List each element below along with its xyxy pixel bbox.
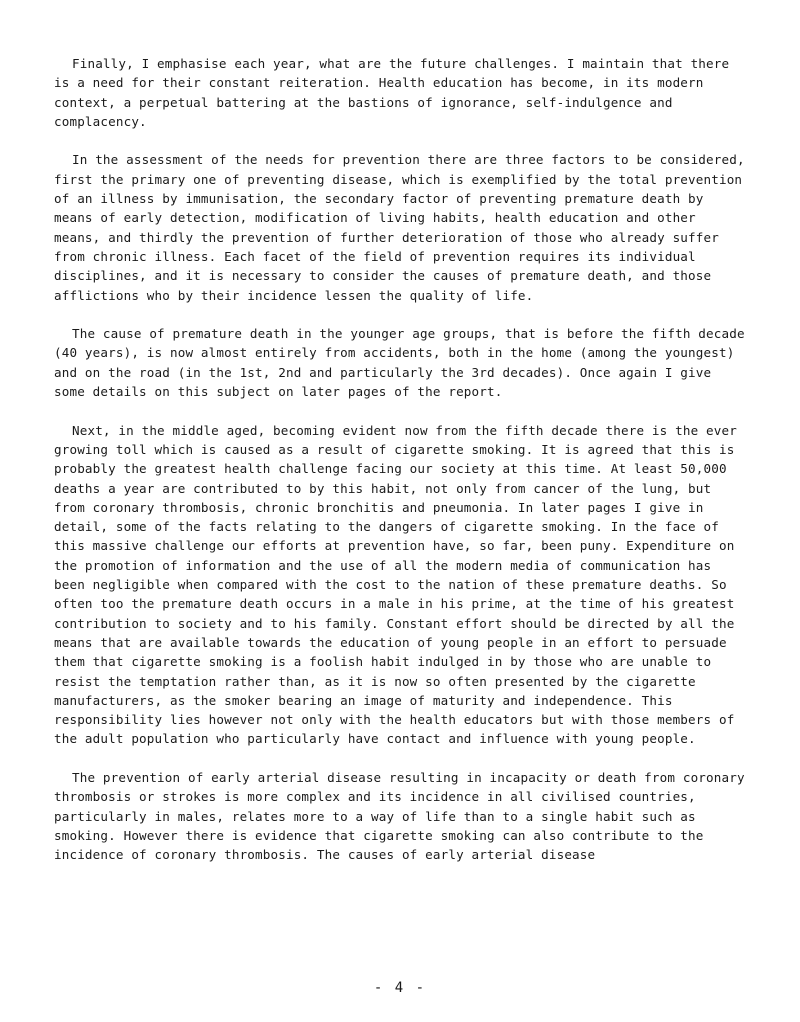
paragraph-cigarette-smoking: Next, in the middle aged, becoming evident now from the fifth decade there is the ever growing toll which is caused as a result of cigarette smoking. It is agreed that this is probably the greatest health challenge facing our society at this time. At least 50,000 deaths a year are contributed to by this habit, not only from cancer of the lung, but from coronary thrombosis, chronic bronchitis and pneumonia. In later pages I give in detail, some of the facts relating to the dangers of cigarette smoking. In the face of this massive challenge our efforts at prevention have, so far, been puny. Expenditure on the promotion of information and the use of all the modern media of communication has been negligible when compared with the cost to the nation of these premature deaths. So often too the premature death occurs in a male in his prime, at the time of his greatest contribution to society and to his family. Constant effort should be directed by all the means that are available towards the education of young people in an effort to persuade them that cigarette smoking is a foolish habit indulged in by those who are unable to resist the temptation rather than, as it is now so often presented by the cigarette manufacturers, as the smoker bearing an image of maturity and independence. This responsibility lies however not only with the health educators but with those members of the adult population who particularly have contact and influence with young people. [54, 422, 737, 747]
paragraph-prevention-factors: In the assessment of the needs for prevention there are three factors to be considered, first the primary one of preventing disease, which is exemplified by the total prevention of an illness by immunisation, the secondary factor of preventing premature death by means of early detection, modification of living habits, health education and other means, and thirdly the prevention of further deterioration of those who already suffer from chronic illness. Each facet of the field of prevention requires its individual disciplines, and it is necessary to consider the causes of premature death, and those afflictions who by their incidence lessen the quality of life. [54, 152, 745, 303]
paragraph-arterial-disease: The prevention of early arterial disease resulting in incapacity or death from coronary thrombosis or strokes is more complex and its incidence in all civilised countries, particularly in males, relates more to a way of life than to a single habit such as smoking. However there is evidence that cigarette smoking can also contribute to the incidence of coronary thrombosis. The causes of early arterial disease [54, 769, 745, 863]
document-page [54, 54, 746, 884]
paragraph-future-challenges: Finally, I emphasise each year, what are the future challenges. I maintain that there is a need for their constant reiteration. Health education has become, in its modern context, a perpetual battering at the bastions of ignorance, self-indulgence and complacency. [54, 56, 730, 129]
page-number: - 4 - [373, 980, 427, 996]
paragraph-premature-death-causes: The cause of premature death in the younger age groups, that is before the fifth decade (40 years), is now almost entirely from accidents, both in the home (among the youngest) and on the road (in the 1st, 2nd and particularly the 3rd decades). Once again I give some details on this subject on later pages of the report. [54, 326, 745, 400]
